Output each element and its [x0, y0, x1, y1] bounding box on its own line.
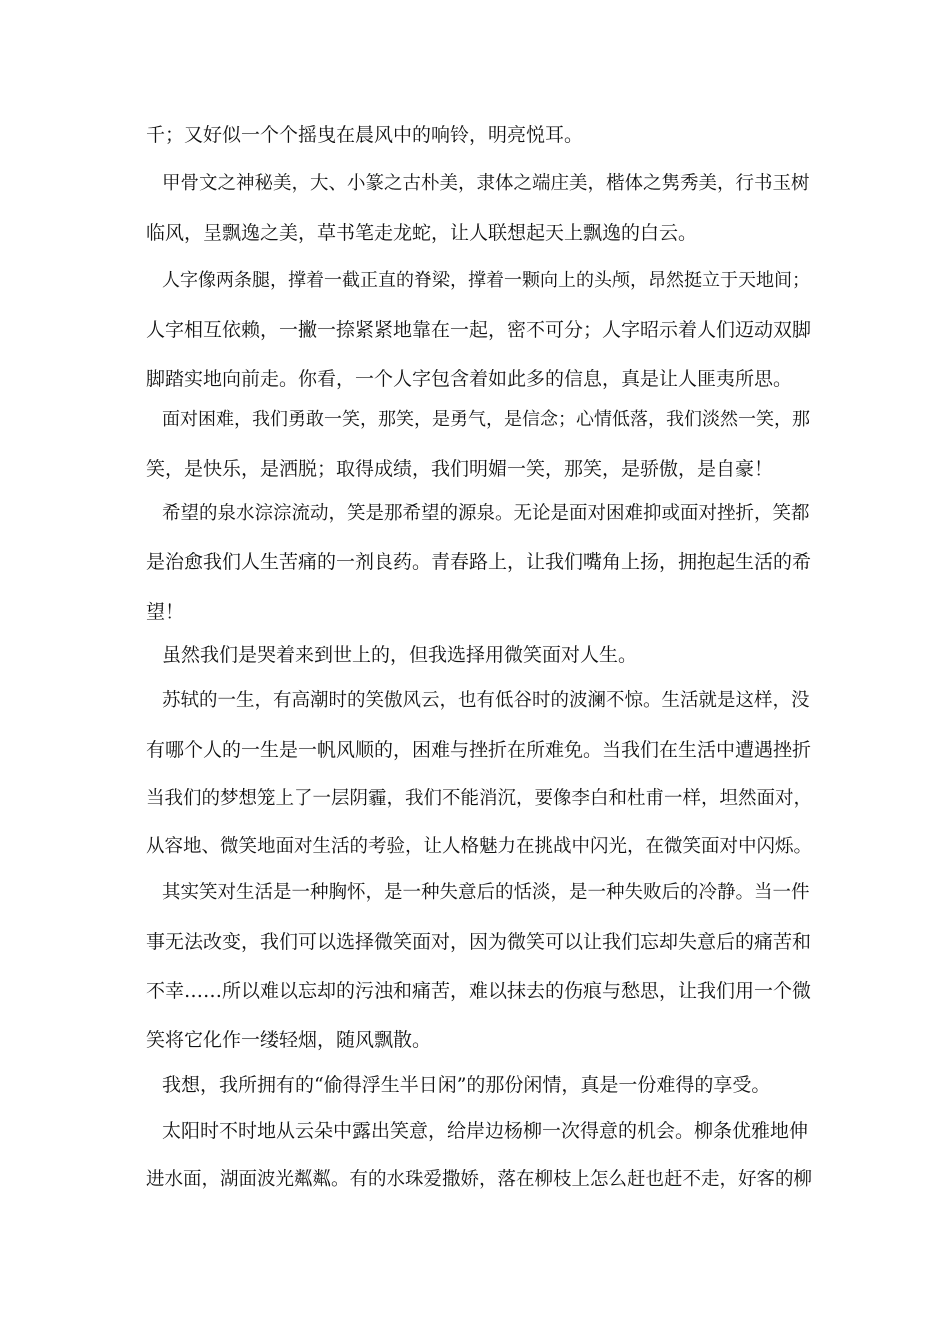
paragraph-first-line: 虽然我们是哭着来到世上的，但我选择用微笑面对人生。	[162, 644, 638, 666]
paragraph-first-line: 希望的泉水淙淙流动，笑是那希望的源泉。无论是面对困难抑或面对挫折，笑都	[162, 503, 810, 524]
text-line: 有哪个人的一生是一帆风顺的，困难与挫折在所难免。当我们在生活中遭遇挫折	[146, 739, 812, 761]
text-line: 不幸……所以难以忘却的污浊和痛苦，难以抹去的伤痕与愁思，让我们用一个微	[146, 980, 812, 1002]
text-line: 脚踏实地向前走。你看，一个人字包含着如此多的信息，真是让人匪夷所思。	[146, 368, 793, 390]
text-line: 是治愈我们人生苦痛的一剂良药。青春路上，让我们嘴角上扬，拥抱起生活的希	[146, 551, 812, 573]
text-line: 人字相互依赖，一撇一捺紧紧地靠在一起，密不可分；人字昭示着人们迈动双脚	[146, 319, 812, 341]
text-line: 临风，呈飘逸之美，草书笔走龙蛇，让人联想起天上飘逸的白云。	[146, 222, 698, 244]
paragraph-first-line: 甲骨文之神秘美，大、小篆之古朴美，隶体之端庄美，楷体之隽秀美，行书玉树	[162, 173, 810, 194]
paragraph-first-line: 太阳时不时地从云朵中露出笑意，给岸边杨柳一次得意的机会。柳条优雅地伸	[162, 1120, 809, 1142]
text-line: 当我们的梦想笼上了一层阴霾，我们不能消沉，要像李白和杜甫一样，坦然面对，	[146, 788, 813, 809]
paragraph-first-line: 面对困难，我们勇敢一笑，那笑，是勇气，是信念；心情低落，我们淡然一笑，那	[162, 409, 810, 430]
text-line: 望！	[146, 601, 185, 623]
paragraph-first-line: 人字像两条腿，撑着一截正直的脊梁，撑着一颗向上的头颅，昂然挺立于天地间；	[162, 270, 810, 291]
text-line: 从容地、微笑地面对生活的考验，让人格魅力在挑战中闪光，在微笑面对中闪烁。	[146, 836, 813, 857]
text-line: 笑将它化作一缕轻烟，随风飘散。	[146, 1029, 432, 1051]
paragraph-first-line: 其实笑对生活是一种胸怀，是一种失意后的恬淡，是一种失败后的冷静。当一件	[162, 882, 810, 903]
text-line: 千；又好似一个个摇曳在晨风中的响铃，明亮悦耳。	[146, 124, 584, 146]
text-line: 笑，是快乐，是洒脱；取得成绩，我们明媚一笑，那笑，是骄傲，是自豪！	[146, 458, 774, 480]
paragraph-first-line: 我想，我所拥有的“偷得浮生半日闲”的那份闲情，真是一份难得的享受。	[162, 1074, 771, 1096]
paragraph-first-line: 苏轼的一生，有高潮时的笑傲风云，也有低谷时的波澜不惊。生活就是这样，没	[162, 690, 810, 711]
text-line: 进水面，湖面波光粼粼。有的水珠爱撒娇，落在柳枝上怎么赶也赶不走，好客的柳	[146, 1169, 813, 1190]
text-line: 事无法改变，我们可以选择微笑面对，因为微笑可以让我们忘却失意后的痛苦和	[146, 931, 812, 953]
